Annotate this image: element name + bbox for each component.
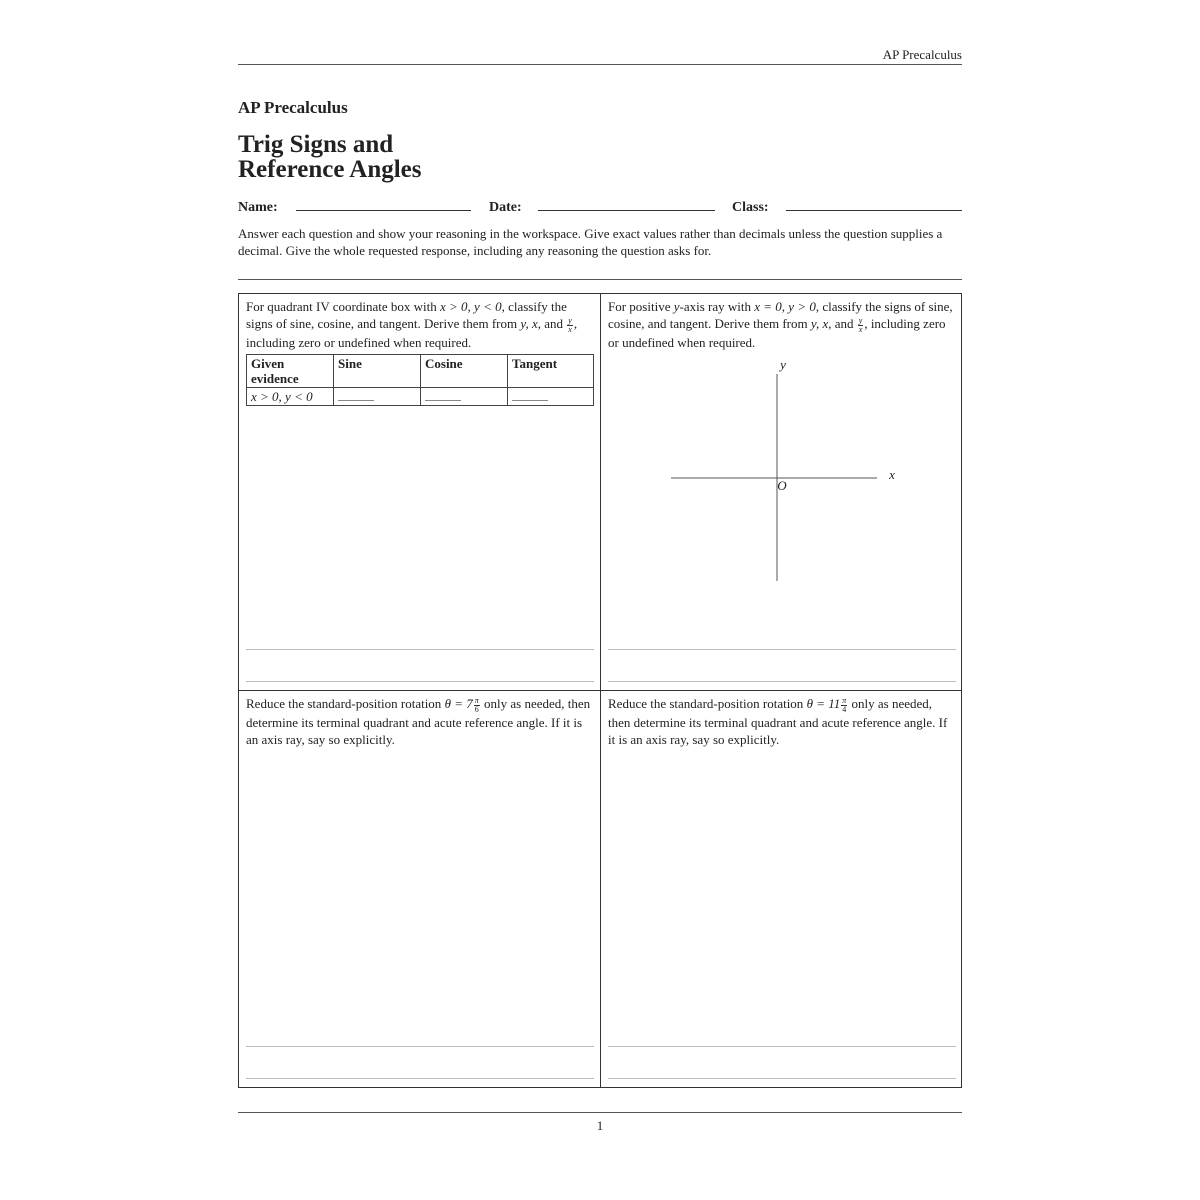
question-2-cell	[601, 294, 961, 691]
footer-rule	[238, 1112, 962, 1113]
answer-line[interactable]	[608, 649, 956, 650]
question-1-text: For quadrant IV coordinate box with x > 0, y < 0, classify the signs of sine, cosine, and tangent. Derive them from y, x, and $\frac{y}{x}$ , including zero or undefined when required.	[246, 299, 578, 350]
origin-label: O	[777, 478, 787, 493]
question-3-text: Reduce the standard-position rotation θ = 7 $\frac{\pi}{6}$ only as needed, then determine its terminal quadrant and acute reference angle. If it is an axis ray, say so explicitly.	[246, 695, 591, 747]
answer-line[interactable]	[246, 1046, 594, 1047]
x-axis-label: x	[889, 467, 895, 482]
fraction-pi-over-4: $\frac{\pi}{4}$	[842, 695, 847, 714]
header-given-evidence: Given evidence	[247, 355, 334, 388]
page-number: 1	[596, 1118, 604, 1133]
answer-line[interactable]	[608, 681, 956, 682]
title-line-2: Reference Angles	[238, 156, 422, 183]
header-tangent: Tangent	[508, 355, 594, 388]
table-row	[247, 388, 594, 406]
name-field[interactable]	[296, 210, 471, 211]
y-axis-label: y	[780, 357, 786, 372]
running-header: AP Precalculus	[882, 47, 962, 62]
worksheet-title	[238, 132, 422, 182]
answer-line[interactable]	[608, 1078, 956, 1079]
question-1-cell	[239, 294, 601, 691]
title-line-1: Trig Signs and	[238, 131, 394, 158]
answer-line[interactable]	[246, 1078, 594, 1079]
cosine-answer-blank[interactable]	[421, 388, 508, 406]
tangent-answer-blank[interactable]	[508, 388, 594, 406]
question-4-cell	[601, 691, 961, 1087]
fraction-y-over-x: $\frac{y}{x}$	[568, 315, 572, 334]
question-grid	[238, 293, 962, 1088]
instructions-rule	[238, 279, 962, 280]
coordinate-axes	[671, 352, 911, 592]
date-label: Date:	[489, 200, 522, 215]
course-name: AP Precalculus	[238, 98, 348, 117]
header-sine: Sine	[334, 355, 421, 388]
answer-line[interactable]	[246, 649, 594, 650]
date-field[interactable]	[538, 210, 715, 211]
evidence-cell: x > 0, y < 0	[247, 388, 334, 406]
worksheet-page	[238, 0, 962, 1200]
header-rule	[238, 64, 962, 65]
answer-line[interactable]	[246, 681, 594, 682]
fraction-y-over-x: $\frac{y}{x}$	[858, 315, 863, 334]
question-4-text: Reduce the standard-position rotation θ = 11 $\frac{\pi}{4}$ only as needed, then determine its terminal quadrant and acute reference angle. If it is an axis ray, say so explicitly.	[608, 695, 948, 747]
fraction-pi-over-6: $\frac{\pi}{6}$	[474, 695, 479, 714]
class-label: Class:	[732, 200, 769, 215]
answer-line[interactable]	[608, 1046, 956, 1047]
question-3-cell	[239, 691, 601, 1087]
question-2-text: For positive y-axis ray with x = 0, y > 0, classify the signs of sine, cosine, and tangent. Derive them from y, x, and $\frac{y}{x}$ , including zero or undefined when required.	[608, 299, 953, 350]
instructions: Answer each question and show your reasoning in the workspace. Give exact values rather than decimals unless the question supplies a decimal. Give the whole requested response, including any reasoning the question asks for.	[238, 226, 943, 258]
sign-table	[246, 354, 594, 406]
name-label: Name:	[238, 200, 278, 215]
class-field[interactable]	[786, 210, 962, 211]
sine-answer-blank[interactable]	[334, 388, 421, 406]
header-cosine: Cosine	[421, 355, 508, 388]
